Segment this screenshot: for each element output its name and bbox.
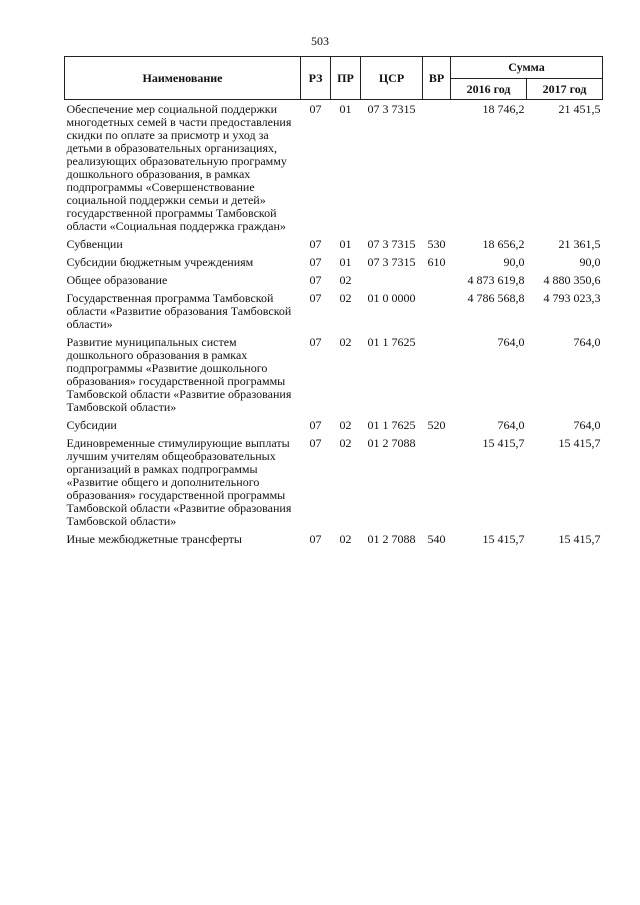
row-amount-2016: 4 873 619,8 <box>467 273 525 287</box>
table-row <box>65 235 603 253</box>
row-rz: 07 <box>309 255 322 269</box>
budget-table <box>64 56 603 548</box>
row-csr: 01 2 7088 <box>367 436 416 450</box>
row-csr: 07 3 7315 <box>367 102 416 116</box>
row-amount-2016: 18 656,2 <box>482 237 525 251</box>
row-amount-2017: 21 361,5 <box>558 237 601 251</box>
row-rz: 07 <box>309 237 322 251</box>
table-body <box>65 100 603 549</box>
row-name: Иные межбюджетные трансферты <box>66 532 242 546</box>
table-row <box>65 416 603 434</box>
table-row <box>65 333 603 416</box>
table-header <box>65 57 603 100</box>
row-vr <box>423 333 451 416</box>
row-pr: 02 <box>339 291 352 305</box>
row-pr: 02 <box>339 532 352 546</box>
table-row <box>65 100 603 236</box>
row-vr: 530 <box>427 237 446 251</box>
row-amount-2016: 90,0 <box>503 255 525 269</box>
table-row <box>65 289 603 333</box>
row-amount-2016: 764,0 <box>497 335 525 349</box>
header-pr: ПР <box>331 57 361 100</box>
row-rz: 07 <box>309 532 322 546</box>
row-pr: 02 <box>339 273 352 287</box>
row-amount-2017: 764,0 <box>573 418 601 432</box>
header-year-2016: 2016 год <box>451 79 527 100</box>
row-name: Общее образование <box>66 273 168 287</box>
row-amount-2017: 15 415,7 <box>558 532 601 546</box>
row-vr: 520 <box>427 418 446 432</box>
row-csr: 01 1 7625 <box>367 335 416 349</box>
row-amount-2017: 4 880 350,6 <box>543 273 601 287</box>
row-rz: 07 <box>309 102 322 116</box>
row-pr: 01 <box>339 102 352 116</box>
row-vr <box>423 434 451 530</box>
row-csr: 01 0 0000 <box>367 291 416 305</box>
row-csr: 07 3 7315 <box>367 255 416 269</box>
table-row <box>65 271 603 289</box>
row-amount-2016: 15 415,7 <box>482 436 525 450</box>
row-name: Субвенции <box>66 237 123 251</box>
row-rz: 07 <box>309 436 322 450</box>
row-pr: 02 <box>339 335 352 349</box>
row-amount-2017: 4 793 023,3 <box>543 291 601 305</box>
row-amount-2017: 90,0 <box>579 255 601 269</box>
row-vr <box>423 289 451 333</box>
row-name: Единовременные стимулирующие выплаты лучшим учителям общеобразовательных организаций в рамках подпрограммы «Развитие общего и дополнительного образования» государственной программы Тамбовской области «Развитие образования Тамбовской области» <box>66 436 292 528</box>
row-amount-2017: 15 415,7 <box>558 436 601 450</box>
row-amount-2016: 15 415,7 <box>482 532 525 546</box>
row-rz: 07 <box>309 418 322 432</box>
row-amount-2016: 764,0 <box>497 418 525 432</box>
row-vr: 610 <box>427 255 446 269</box>
table-row <box>65 530 603 548</box>
row-rz: 07 <box>309 273 322 287</box>
row-csr: 07 3 7315 <box>367 237 416 251</box>
row-csr <box>361 271 423 289</box>
header-year-2017: 2017 год <box>527 79 603 100</box>
header-name: Наименование <box>65 57 301 100</box>
header-csr: ЦСР <box>361 57 423 100</box>
row-vr: 540 <box>427 532 446 546</box>
row-amount-2016: 4 786 568,8 <box>467 291 525 305</box>
row-rz: 07 <box>309 335 322 349</box>
row-name: Субсидии <box>66 418 117 432</box>
row-pr: 01 <box>339 255 352 269</box>
row-pr: 02 <box>339 418 352 432</box>
row-name: Субсидии бюджетным учреждениям <box>66 255 254 269</box>
row-vr <box>423 100 451 236</box>
row-csr: 01 2 7088 <box>367 532 416 546</box>
row-pr: 01 <box>339 237 352 251</box>
table-row <box>65 434 603 530</box>
row-name: Государственная программа Тамбовской области «Развитие образования Тамбовской области» <box>66 291 292 331</box>
table-row <box>65 253 603 271</box>
header-rz: РЗ <box>301 57 331 100</box>
row-pr: 02 <box>339 436 352 450</box>
row-amount-2017: 21 451,5 <box>558 102 601 116</box>
row-vr <box>423 271 451 289</box>
header-vr: ВР <box>423 57 451 100</box>
page-number: 503 <box>311 34 329 48</box>
row-rz: 07 <box>309 291 322 305</box>
row-amount-2017: 764,0 <box>573 335 601 349</box>
row-csr: 01 1 7625 <box>367 418 416 432</box>
row-name: Обеспечение мер социальной поддержки многодетных семей в части предоставления скидки по оплате за присмотр и уход за детьми в образовательных организациях, реализующих образовательную программу дошкольного образования, в рамках подпрограммы «Совершенствование социальной поддержки семьи и детей» государственной программы Тамбовской области «Социальная поддержка граждан» <box>66 102 292 233</box>
row-amount-2016: 18 746,2 <box>482 102 525 116</box>
header-sum: Сумма <box>451 57 603 79</box>
row-name: Развитие муниципальных систем дошкольного образования в рамках подпрограммы «Развитие дошкольного образования» государственной программы Тамбовской области «Развитие образования Тамбовской области» <box>66 335 292 414</box>
